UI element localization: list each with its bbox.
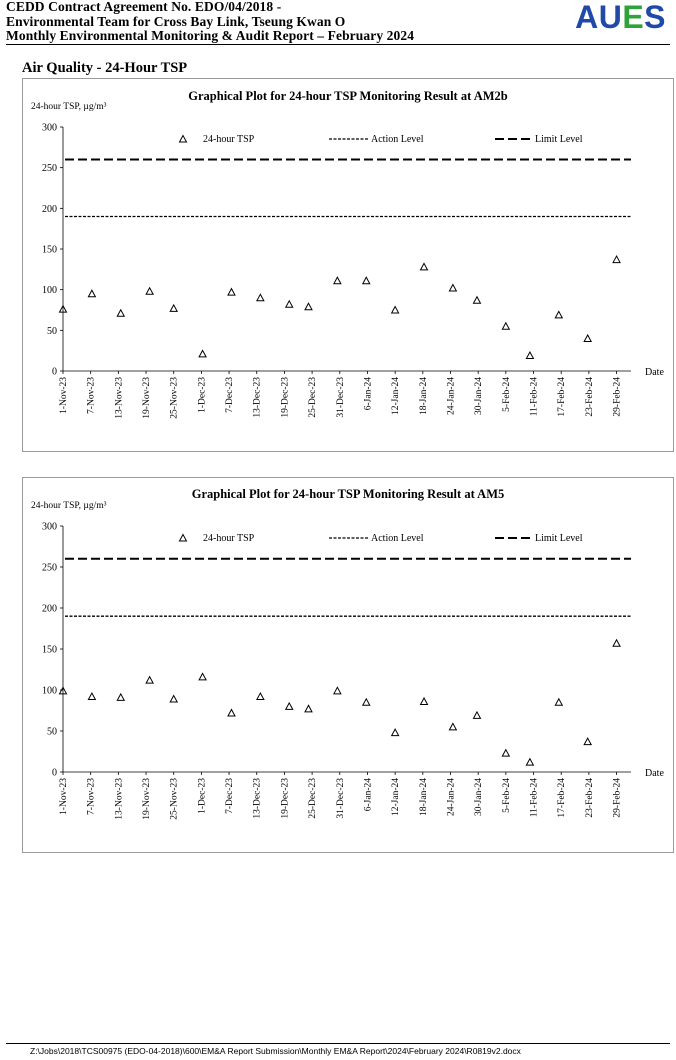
data-point [555, 311, 562, 318]
data-point [228, 289, 235, 296]
y-tick-label: 300 [42, 521, 57, 533]
x-tick-label: 19-Dec-23 [280, 377, 291, 418]
section-title: Air Quality - 24-Hour TSP [22, 60, 188, 76]
x-tick-label: 12-Jan-24 [391, 778, 402, 816]
data-point [421, 263, 428, 270]
legend-label-action: Action Level [371, 533, 424, 544]
x-tick-label: 18-Jan-24 [418, 778, 429, 816]
data-point [257, 693, 264, 700]
x-tick-label: 13-Nov-23 [114, 377, 125, 419]
data-point [305, 705, 312, 712]
data-point [228, 709, 235, 716]
data-point [117, 310, 124, 317]
data-point [473, 297, 480, 304]
data-point [286, 703, 293, 710]
chart-svg [23, 478, 673, 852]
x-tick-label: 25-Nov-23 [169, 377, 180, 419]
y-tick-label: 250 [42, 562, 57, 574]
x-tick-label: 29-Feb-24 [612, 377, 623, 417]
data-point [199, 673, 206, 680]
data-point [449, 285, 456, 292]
y-tick-label: 300 [42, 122, 57, 134]
x-tick-label: 19-Nov-23 [142, 377, 153, 419]
y-axis-label: 24-hour TSP, µg/m³ [31, 501, 107, 511]
data-point [449, 723, 456, 730]
x-tick-label: 7-Dec-23 [225, 377, 236, 413]
x-tick-label: 7-Dec-23 [225, 778, 236, 814]
y-axis-label: 24-hour TSP, µg/m³ [31, 102, 107, 112]
data-point [555, 699, 562, 706]
data-point [257, 294, 264, 301]
header-line-2: Environmental Team for Cross Bay Link, Tseung Kwan O [6, 13, 346, 29]
x-tick-label: 31-Dec-23 [335, 778, 346, 819]
x-tick-label: 17-Feb-24 [557, 377, 568, 417]
x-axis-label: Date [645, 768, 664, 779]
legend-label-action: Action Level [371, 134, 424, 145]
data-point [613, 256, 620, 263]
x-tick-label: 12-Jan-24 [391, 377, 402, 415]
data-point [170, 305, 177, 312]
data-point [363, 699, 370, 706]
x-tick-label: 25-Dec-23 [308, 778, 319, 819]
y-tick-label: 0 [52, 366, 57, 378]
y-tick-label: 150 [42, 244, 57, 256]
x-tick-label: 11-Feb-24 [529, 778, 540, 818]
data-point [526, 352, 533, 359]
footer-file-path: Z:\Jobs\2018\TCS00975 (EDO-04-2018)\600\EM&A Report Submission\Monthly EM&A Report\2024\February 2024\R0819v2.docx [30, 1046, 521, 1056]
chart-title: Graphical Plot for 24-hour TSP Monitoring Result at AM2b [188, 89, 508, 103]
x-tick-label: 13-Dec-23 [252, 778, 263, 819]
legend-label-tsp: 24-hour TSP [203, 134, 255, 145]
aues-logo: AUES [575, 0, 666, 35]
x-tick-label: 1-Dec-23 [197, 377, 208, 413]
data-point [502, 323, 509, 330]
x-tick-label: 5-Feb-24 [501, 778, 512, 813]
data-point [88, 290, 95, 297]
y-tick-label: 100 [42, 685, 57, 697]
y-tick-label: 100 [42, 285, 57, 297]
legend-marker-tsp [180, 136, 187, 143]
data-point [146, 288, 153, 295]
data-point [584, 335, 591, 342]
data-point [170, 696, 177, 703]
y-tick-label: 0 [52, 767, 57, 779]
x-axis-label: Date [645, 367, 664, 378]
data-point [117, 694, 124, 701]
x-tick-label: 6-Jan-24 [363, 778, 374, 812]
x-tick-label: 30-Jan-24 [474, 778, 485, 816]
x-tick-label: 1-Nov-23 [59, 377, 69, 414]
legend-label-tsp: 24-hour TSP [203, 533, 255, 544]
legend-marker-tsp [180, 535, 187, 542]
x-tick-label: 6-Jan-24 [363, 377, 374, 411]
data-point [286, 301, 293, 308]
x-tick-label: 18-Jan-24 [418, 377, 429, 415]
x-tick-label: 25-Dec-23 [308, 377, 319, 418]
data-point [613, 640, 620, 647]
data-point [88, 693, 95, 700]
data-point [392, 307, 399, 314]
x-tick-label: 30-Jan-24 [474, 377, 485, 415]
x-tick-label: 11-Feb-24 [529, 377, 540, 417]
x-tick-label: 19-Nov-23 [142, 778, 153, 820]
data-point [305, 303, 312, 310]
legend-label-limit: Limit Level [535, 533, 583, 544]
x-tick-label: 1-Nov-23 [59, 778, 69, 815]
x-tick-label: 23-Feb-24 [584, 778, 595, 818]
x-tick-label: 19-Dec-23 [280, 778, 291, 819]
data-point [473, 712, 480, 719]
header-line-3: Monthly Environmental Monitoring & Audit Report – February 2024 [6, 28, 415, 43]
x-tick-label: 13-Dec-23 [252, 377, 263, 418]
data-point [392, 729, 399, 736]
x-tick-label: 31-Dec-23 [335, 377, 346, 418]
footer-divider [6, 1043, 670, 1044]
x-tick-label: 25-Nov-23 [169, 778, 180, 820]
y-tick-label: 250 [42, 163, 57, 175]
data-point [502, 750, 509, 757]
y-tick-label: 50 [47, 726, 57, 738]
chart-svg [23, 79, 673, 451]
y-tick-label: 200 [42, 603, 57, 615]
y-tick-label: 150 [42, 644, 57, 656]
chart-am5 [22, 477, 674, 853]
y-tick-label: 50 [47, 325, 57, 337]
data-point [334, 687, 341, 694]
data-point [526, 759, 533, 766]
header-line-1: CEDD Contract Agreement No. EDO/04/2018 - [6, 0, 282, 14]
x-tick-label: 7-Nov-23 [86, 778, 97, 815]
x-tick-label: 17-Feb-24 [557, 778, 568, 818]
x-tick-label: 13-Nov-23 [114, 778, 125, 820]
data-point [363, 277, 370, 284]
data-point [334, 277, 341, 284]
x-tick-label: 24-Jan-24 [446, 377, 457, 415]
x-tick-label: 24-Jan-24 [446, 778, 457, 816]
chart-am2b [22, 78, 674, 452]
legend-label-limit: Limit Level [535, 134, 583, 145]
x-tick-label: 7-Nov-23 [86, 377, 97, 414]
data-point [199, 350, 206, 357]
x-tick-label: 23-Feb-24 [584, 377, 595, 417]
data-point [421, 698, 428, 705]
chart-title: Graphical Plot for 24-hour TSP Monitoring Result at AM5 [191, 487, 505, 501]
header-divider [6, 44, 670, 45]
x-tick-label: 1-Dec-23 [197, 778, 208, 814]
data-point [146, 677, 153, 684]
y-tick-label: 200 [42, 203, 57, 215]
data-point [584, 738, 591, 745]
x-tick-label: 5-Feb-24 [501, 377, 512, 412]
x-tick-label: 29-Feb-24 [612, 778, 623, 818]
report-header [6, 0, 670, 44]
